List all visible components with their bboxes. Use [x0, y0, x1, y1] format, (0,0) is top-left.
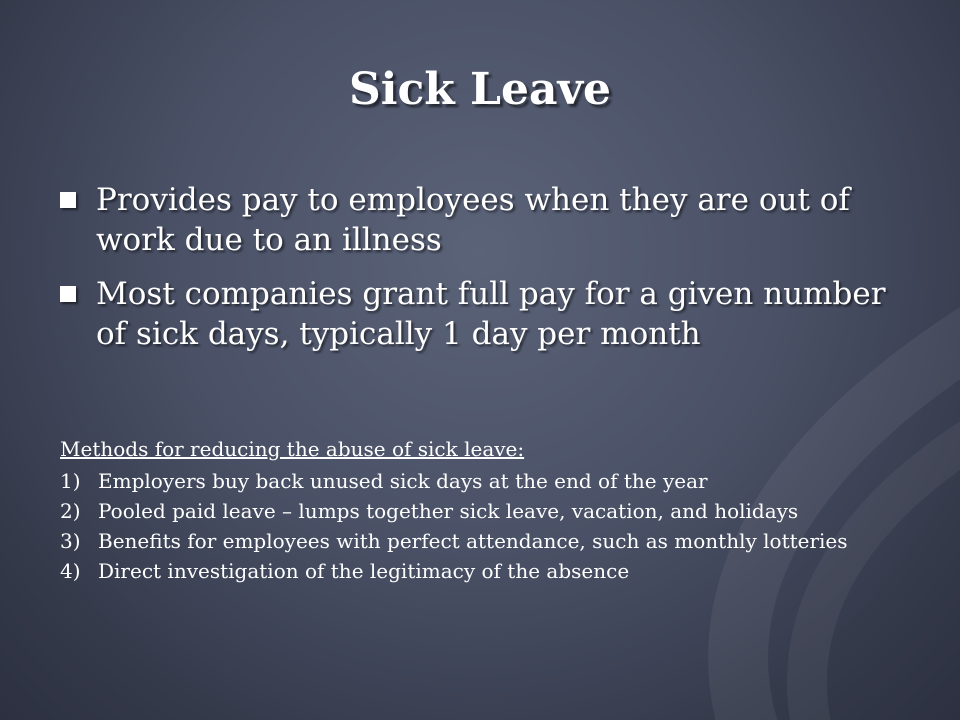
method-number: 2): [60, 499, 81, 523]
bullet-item: [60, 180, 920, 260]
bullet-text: Provides pay to employees when they are out of work due to an illness: [96, 182, 850, 258]
method-text: Direct investigation of the legitimacy of the absence: [98, 559, 630, 583]
method-number: 3): [60, 529, 81, 553]
methods-section: [60, 434, 910, 586]
method-item: [60, 526, 910, 556]
bullet-text: Most companies grant full pay for a given number of sick days, typically 1 day per month: [96, 276, 886, 352]
square-bullet-icon: [60, 192, 76, 208]
bullet-list: [60, 180, 920, 368]
methods-list: [60, 466, 910, 586]
slide-title: Sick Leave: [348, 64, 612, 115]
bullet-item: [60, 274, 920, 354]
method-item: [60, 556, 910, 586]
method-text: Benefits for employees with perfect attendance, such as monthly lotteries: [98, 529, 848, 553]
method-text: Employers buy back unused sick days at the end of the year: [98, 469, 708, 493]
method-number: 4): [60, 559, 81, 583]
method-item: [60, 496, 910, 526]
method-item: [60, 466, 910, 496]
square-bullet-icon: [60, 286, 76, 302]
method-number: 1): [60, 469, 81, 493]
methods-heading: Methods for reducing the abuse of sick leave:: [60, 437, 525, 461]
method-text: Pooled paid leave – lumps together sick leave, vacation, and holidays: [98, 499, 799, 523]
